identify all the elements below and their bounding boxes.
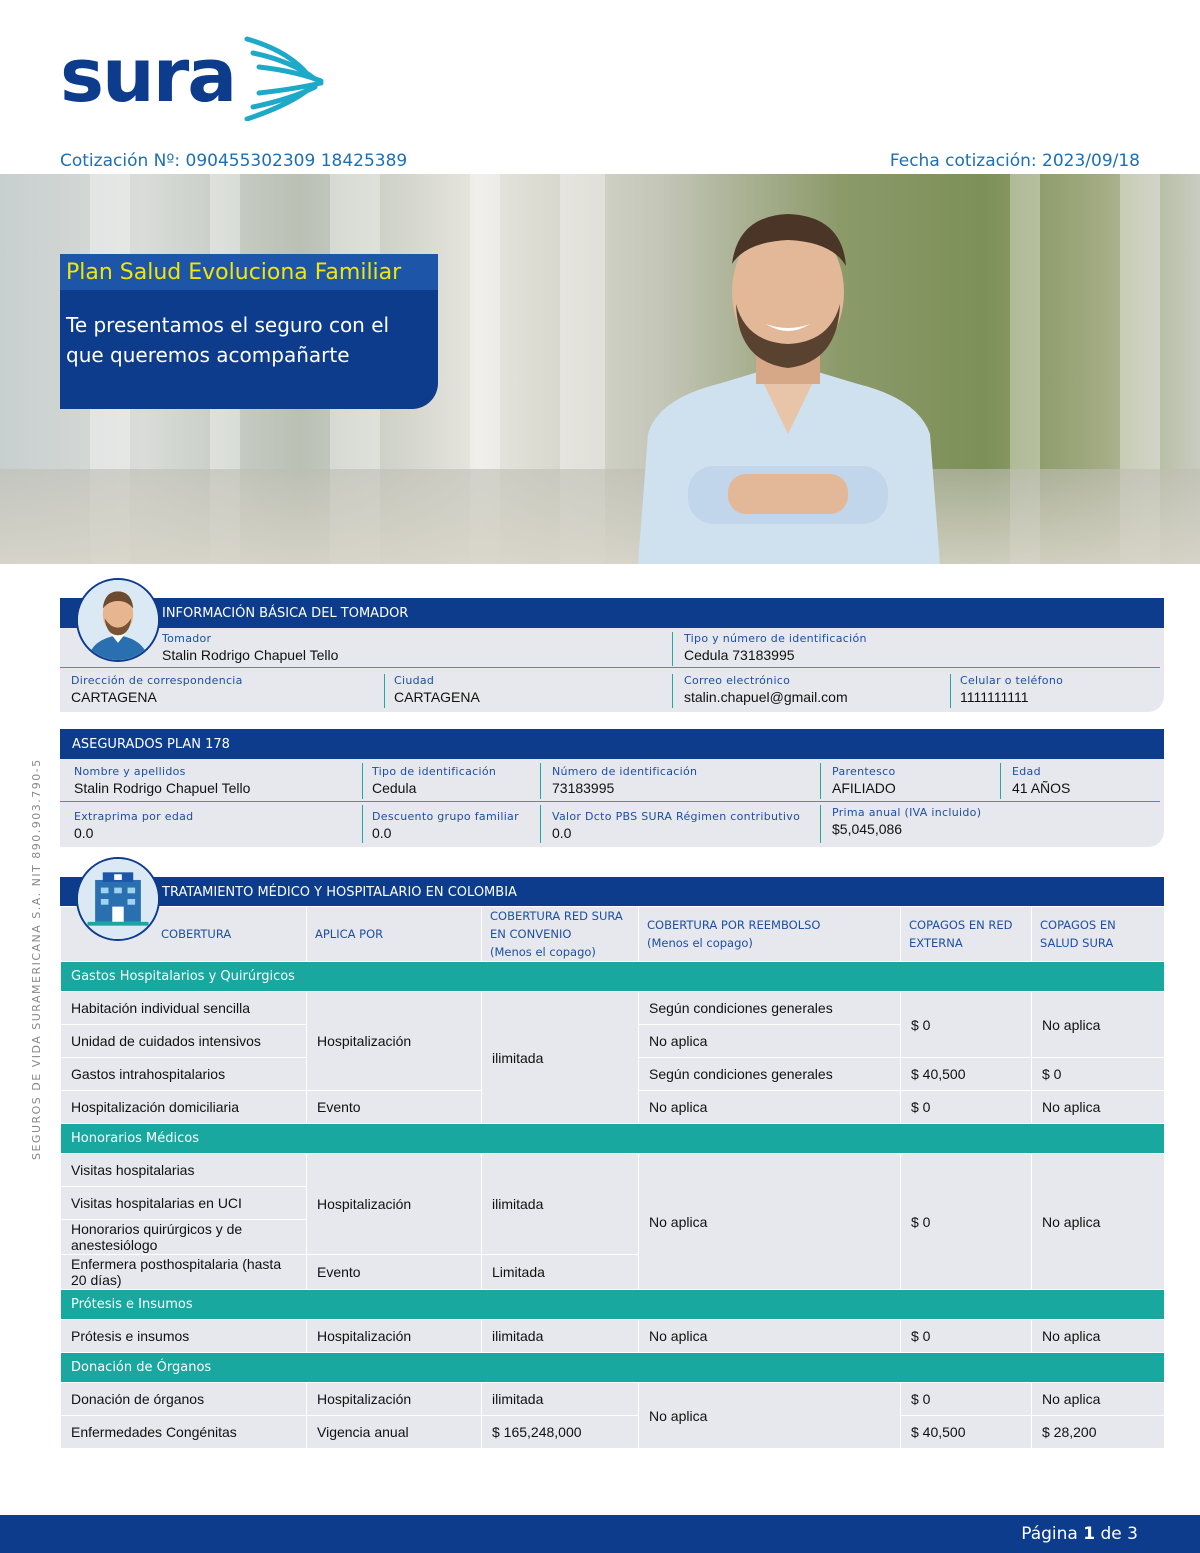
coverage-table xyxy=(60,906,1165,1449)
table-row: Habitación individual sencilla Hospitalización ilimitada Según condiciones generales $ 0 No aplica xyxy=(61,992,1165,1025)
category-row: Donación de Órganos xyxy=(61,1353,1165,1383)
table-row: Donación de órganos Hospitalización ilimitada No aplica $ 0 No aplica xyxy=(61,1383,1165,1416)
insured-name-field: Nombre y apellidos Stalin Rodrigo Chapuel Tello xyxy=(74,765,251,796)
city-field: Ciudad CARTAGENA xyxy=(394,674,480,705)
tratamiento-section-header xyxy=(60,877,1164,907)
insured-idnum-field: Número de identificación 73183995 xyxy=(552,765,698,796)
company-vertical-text: SEGUROS DE VIDA SURAMERICANA S.A. NIT 890.903.790-5 xyxy=(30,758,43,1160)
family-discount-field: Descuento grupo familiar 0.0 xyxy=(372,810,519,841)
col-aplica: APLICA POR xyxy=(307,907,482,962)
col-red-sura: COBERTURA RED SURA EN CONVENIO (Menos el copago) xyxy=(482,907,639,962)
quote-number: Cotización Nº: 090455302309 18425389 xyxy=(60,151,408,171)
table-row: Honorarios quirúrgicos y de anestesiólogo xyxy=(61,1220,1165,1255)
logo-text: sura xyxy=(60,33,236,119)
insured-idtype-field: Tipo de identificación Cedula xyxy=(372,765,497,796)
asegurados-section-title: ASEGURADOS PLAN 178 xyxy=(72,736,230,752)
age-field: Edad 41 AÑOS xyxy=(1012,765,1071,796)
phone-field: Celular o teléfono 1111111111 xyxy=(960,674,1064,705)
hero-subtitle: Te presentamos el seguro con el que queremos acompañarte xyxy=(66,313,390,367)
phone-value: 1111111111 xyxy=(960,689,1029,705)
hero-title-box xyxy=(60,254,438,409)
tratamiento-section-title: TRATAMIENTO MÉDICO Y HOSPITALARIO EN COLOMBIA xyxy=(162,884,517,900)
pbs-discount-field: Valor Dcto PBS SURA Régimen contributivo 0.0 xyxy=(552,810,801,841)
table-row: Enfermedades Congénitas Vigencia anual $ 165,248,000 $ 40,500 $ 28,200 xyxy=(61,1416,1165,1449)
hospital-icon xyxy=(78,859,158,939)
relation-field: Parentesco AFILIADO xyxy=(832,765,896,796)
col-copago-externa: COPAGOS EN RED EXTERNA xyxy=(901,907,1032,962)
avatar xyxy=(76,578,160,662)
col-cobertura: COBERTURA xyxy=(61,907,307,962)
address-field: Dirección de correspondencia CARTAGENA xyxy=(71,674,243,705)
hospital-avatar xyxy=(76,857,160,941)
annual-premium-field: Prima anual (IVA incluido) $5,045,086 xyxy=(832,806,982,837)
quote-date: Fecha cotización: 2023/09/18 xyxy=(889,151,1140,171)
page-indicator: Página 1 de 3 xyxy=(1021,1524,1138,1544)
wing-icon xyxy=(239,31,329,121)
table-header-row xyxy=(61,907,1165,962)
tomador-name: Stalin Rodrigo Chapuel Tello xyxy=(162,647,339,663)
email-value: stalin.chapuel@gmail.com xyxy=(684,689,848,705)
table-row: Visitas hospitalarias Hospitalización ilimitada No aplica $ 0 No aplica xyxy=(61,1154,1165,1187)
tomador-field: Tomador Stalin Rodrigo Chapuel Tello xyxy=(162,632,339,663)
table-row: Visitas hospitalarias en UCI xyxy=(61,1187,1165,1220)
extra-premium-field: Extraprima por edad 0.0 xyxy=(74,810,194,841)
asegurados-section-header xyxy=(60,729,1164,759)
tomador-section-title: INFORMACIÓN BÁSICA DEL TOMADOR xyxy=(162,605,409,621)
current-page: 1 xyxy=(1083,1524,1096,1544)
smiling-man-photo xyxy=(618,204,958,564)
asegurados-section xyxy=(60,729,1164,847)
table-row: Unidad de cuidados intensivos No aplica xyxy=(61,1025,1165,1058)
plan-title: Plan Salud Evoluciona Familiar xyxy=(66,260,402,285)
col-copago-sura: COPAGOS EN SALUD SURA xyxy=(1032,907,1165,962)
id-field: Tipo y número de identificación Cedula 73183995 xyxy=(684,632,867,663)
city-value: CARTAGENA xyxy=(394,689,480,705)
insured-name: Stalin Rodrigo Chapuel Tello xyxy=(74,780,251,796)
tomador-section xyxy=(60,598,1164,712)
annual-premium: $5,045,086 xyxy=(832,821,903,837)
total-pages: 3 xyxy=(1127,1524,1138,1544)
category-row: Gastos Hospitalarios y Quirúrgicos xyxy=(61,962,1165,992)
person-avatar-icon xyxy=(78,580,158,660)
hero-banner xyxy=(0,174,1200,564)
category-row: Honorarios Médicos xyxy=(61,1124,1165,1154)
tomador-section-header xyxy=(60,598,1164,628)
table-row: Prótesis e insumos Hospitalización ilimitada No aplica $ 0 No aplica xyxy=(61,1320,1165,1353)
category-row: Prótesis e Insumos xyxy=(61,1290,1165,1320)
id-value: Cedula 73183995 xyxy=(684,647,795,663)
sura-logo xyxy=(60,26,330,126)
col-reembolso: COBERTURA POR REEMBOLSO (Menos el copago) xyxy=(639,907,901,962)
table-row: Hospitalización domiciliaria Evento No aplica $ 0 No aplica xyxy=(61,1091,1165,1124)
table-row: Gastos intrahospitalarios Según condiciones generales $ 40,500 $ 0 xyxy=(61,1058,1165,1091)
footer-bar xyxy=(0,1515,1200,1553)
table-row: Enfermera posthospitalaria (hasta 20 días) Evento Limitada xyxy=(61,1255,1165,1290)
address-value: CARTAGENA xyxy=(71,689,157,705)
email-field: Correo electrónico stalin.chapuel@gmail.com xyxy=(684,674,848,705)
